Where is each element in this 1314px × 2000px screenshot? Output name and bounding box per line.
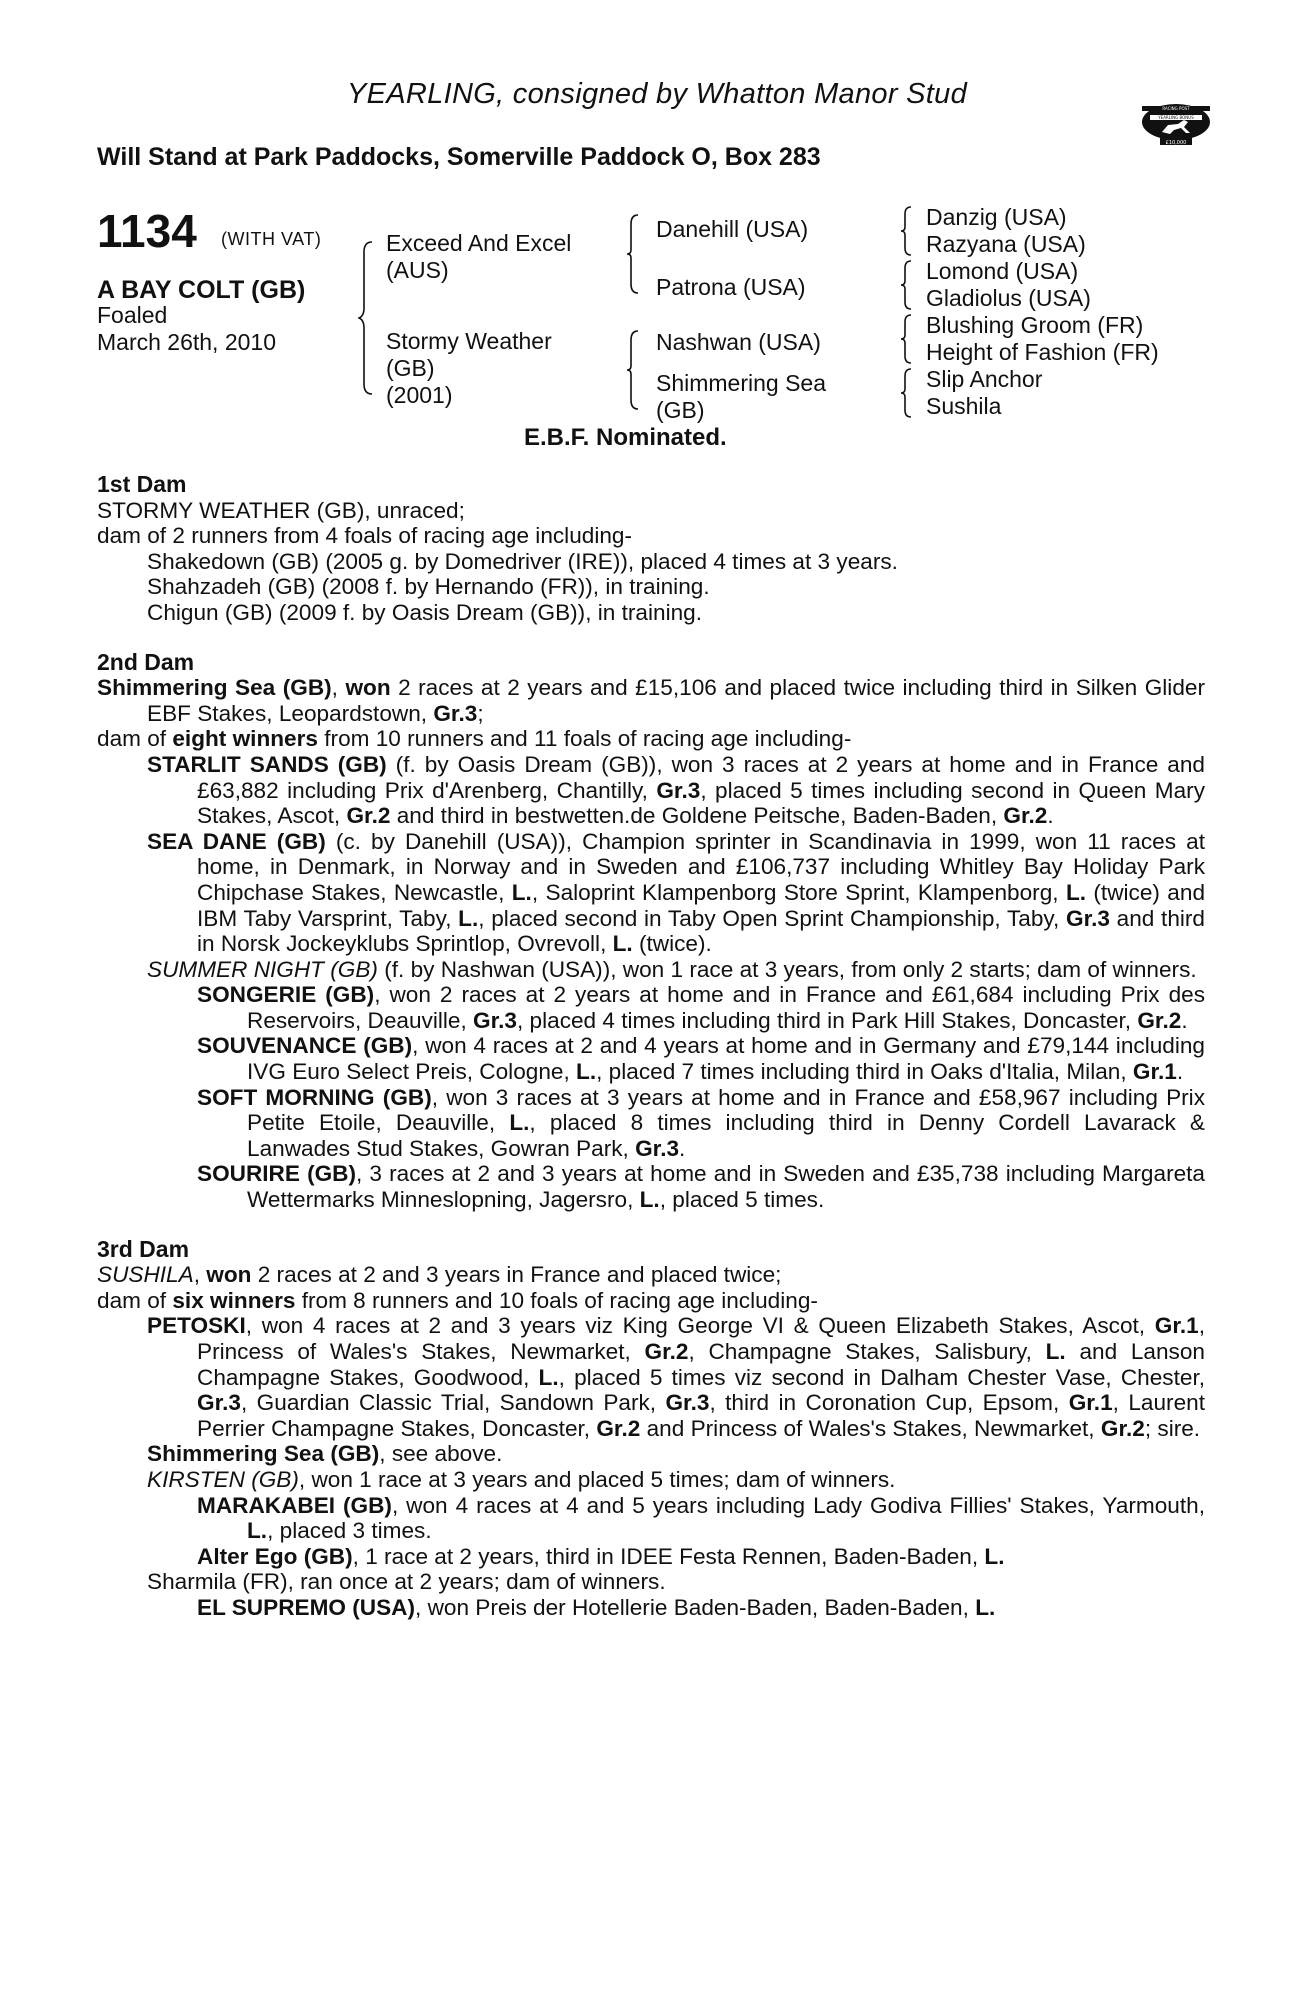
- second-dam-produce: dam of eight winners from 10 runners and 11 foals of racing age including-: [97, 726, 852, 752]
- consignment-heading: YEARLING, consigned by Whatton Manor Stud: [347, 78, 967, 110]
- foaled-label: Foaled: [97, 302, 168, 328]
- sire-dam: Patrona (USA): [656, 274, 806, 300]
- dam-sire: Nashwan (USA): [656, 329, 821, 355]
- g-brace-1: [900, 204, 914, 258]
- entry-alter-ego: Alter Ego (GB), 1 race at 2 years, third in IDEE Festa Rennen, Baden-Baden, L.: [197, 1543, 1005, 1569]
- gg-5: Blushing Groom (FR): [926, 312, 1144, 338]
- entry-petoski: PETOSKI, won 4 races at 2 and 3 years viz King George VI & Queen Elizabeth Stakes, Ascot, Gr.1, Princess of Wales's Stakes, Newmarket, Gr.2, Champagne Stakes, Salisbury, L. and Lanson Champagne Stakes, Goodwood, L., placed 5 times viz second in Dalham Chester Vase, Chester, Gr.3, Guardian Classic Trial, Sandown Park, Gr.3, third in Coronation Cup, Epsom, Gr.1, Laurent Perrier Champagne Stakes, Doncaster, Gr.2 and Princess of Wales's Stakes, Newmarket, Gr.2; sire.: [147, 1313, 1206, 1441]
- entry-summer-night: SUMMER NIGHT (GB) (f. by Nashwan (USA)), won 1 race at 3 years, from only 2 starts; dam of winners.: [147, 956, 1197, 982]
- entry-soft-morning: SOFT MORNING (GB), won 3 races at 3 years at home and in France and £58,967 including Prix Petite Etoile, Deauville, L., placed 8 times including third in Denny Cordell Lavarack & Lanwades Stud Stakes, Gowran Park, Gr.3.: [197, 1084, 1205, 1161]
- dam-dam-country: (GB): [656, 397, 705, 423]
- g-brace-3: [900, 312, 914, 366]
- entry-el-supremo: EL SUPREMO (USA), won Preis der Hotellerie Baden-Baden, Baden-Baden, L.: [197, 1594, 996, 1620]
- lot-title: A BAY COLT (GB): [97, 276, 306, 304]
- entry-songerie: SONGERIE (GB), won 2 races at 2 years at home and in France and £61,684 including Prix des Reservoirs, Deauville, Gr.3, placed 4 times including third in Park Hill Stakes, Doncaster, Gr.2.: [197, 982, 1206, 1033]
- third-dam-entry: SUSHILA, won 2 races at 2 and 3 years in France and placed twice;: [97, 1262, 782, 1288]
- gg-6: Height of Fashion (FR): [926, 339, 1159, 365]
- third-dam-produce: dam of six winners from 8 runners and 10 foals of racing age including-: [97, 1287, 818, 1313]
- gg-1: Danzig (USA): [926, 204, 1067, 230]
- first-dam-heading: 1st Dam: [97, 471, 187, 497]
- gg-3: Lomond (USA): [926, 258, 1079, 284]
- dam-country: (GB): [386, 355, 435, 381]
- gg-7: Slip Anchor: [926, 366, 1043, 392]
- entry-sourire: SOURIRE (GB), 3 races at 2 and 3 years at home and in Sweden and £35,738 including Margareta Wettermarks Minneslopning, Jagersro, L., placed 5 times.: [197, 1161, 1205, 1213]
- dam-line-brace: [626, 328, 642, 412]
- offspring-shakedown: Shakedown (GB) (2005 g. by Domedriver (IRE)), placed 4 times at 3 years.: [147, 548, 898, 574]
- second-dam-heading: 2nd Dam: [97, 648, 195, 675]
- first-dam-line: STORMY WEATHER (GB), unraced;: [97, 497, 465, 523]
- dam-dam-name: Shimmering Sea: [656, 370, 827, 396]
- entry-starlit-sands: STARLIT SANDS (GB) (f. by Oasis Dream (GB)), won 3 races at 2 years at home and in France and £63,882 including Prix d'Arenberg, Chantilly, Gr.3, placed 5 times including second in Queen Mary Stakes, Ascot, Gr.2 and third in bestwetten.de Goldene Peitsche, Baden-Baden, Gr.2.: [147, 751, 1205, 829]
- entry-kirsten: KIRSTEN (GB), won 1 race at 3 years and placed 5 times; dam of winners.: [147, 1466, 896, 1492]
- sire-country: (AUS): [386, 257, 449, 283]
- first-dam-produce: dam of 2 runners from 4 foals of racing age including-: [97, 523, 633, 549]
- badge-line1: RACING POST: [1162, 106, 1190, 111]
- entry-sea-dane: SEA DANE (GB) (c. by Danehill (USA)), Champion sprinter in Scandinavia in 1999, won 11 races at home, in Denmark, in Norway and in Sweden and £106,737 including Whitley Bay Holiday Park Chipchase Stakes, Newcastle, L., Saloprint Klampenborg Store Sprint, Klampenborg, L. (twice) and IBM Taby Varsprint, Taby, L., placed second in Taby Open Sprint Championship, Taby, Gr.3 and third in Norsk Jockeyklubs Sprintlop, Ovrevoll, L. (twice).: [147, 828, 1206, 957]
- gg-8: Sushila: [926, 393, 1002, 419]
- sire-name: Exceed And Excel: [386, 230, 572, 256]
- foaled-date: March 26th, 2010: [97, 329, 277, 355]
- entry-shimmering-sea: Shimmering Sea (GB), see above.: [147, 1441, 503, 1467]
- badge-line3: £10,000: [1165, 140, 1187, 146]
- g-brace-4: [900, 366, 914, 420]
- gg-4: Gladiolus (USA): [926, 285, 1091, 311]
- catalogue-body: [97, 472, 1205, 1621]
- yearling-bonus-badge-icon: [1138, 100, 1214, 146]
- stand-location: Will Stand at Park Paddocks, Somerville Paddock O, Box 283: [97, 143, 821, 171]
- dam-name: Stormy Weather: [386, 328, 552, 354]
- third-dam-heading: 3rd Dam: [97, 1235, 190, 1262]
- dam-year: (2001): [386, 382, 453, 408]
- g-brace-2: [900, 258, 914, 312]
- entry-souvenance: SOUVENANCE (GB), won 4 races at 2 and 4 years at home and in Germany and £79,144 including IVG Euro Select Preis, Cologne, L., placed 7 times including third in Oaks d'Italia, Milan, Gr.1.: [197, 1033, 1205, 1085]
- entry-sharmila: Sharmila (FR), ran once at 2 years; dam of winners.: [147, 1569, 666, 1595]
- entry-marakabei: MARAKABEI (GB), won 4 races at 4 and 5 years including Lady Godiva Fillies' Stakes, Yarmouth, L., placed 3 times.: [197, 1492, 1205, 1544]
- offspring-shahzadeh: Shahzadeh (GB) (2008 f. by Hernando (FR)), in training.: [147, 574, 710, 600]
- sire-dam-brace: [358, 238, 378, 398]
- sire-line-brace: [626, 212, 642, 296]
- badge-line2: YEARLING BONUS: [1158, 115, 1194, 120]
- lot-number: 1134: [97, 205, 197, 257]
- gg-2: Razyana (USA): [926, 231, 1086, 257]
- sire-sire: Danehill (USA): [656, 216, 809, 242]
- ebf-nominated: E.B.F. Nominated.: [524, 424, 727, 451]
- vat-note: (WITH VAT): [221, 229, 322, 249]
- second-dam-entry: Shimmering Sea (GB), won 2 races at 2 years and £15,106 and placed twice including third in Silken Glider EBF Stakes, Leopardstown, Gr.3;: [97, 675, 1205, 726]
- offspring-chigun: Chigun (GB) (2009 f. by Oasis Dream (GB)), in training.: [147, 599, 702, 625]
